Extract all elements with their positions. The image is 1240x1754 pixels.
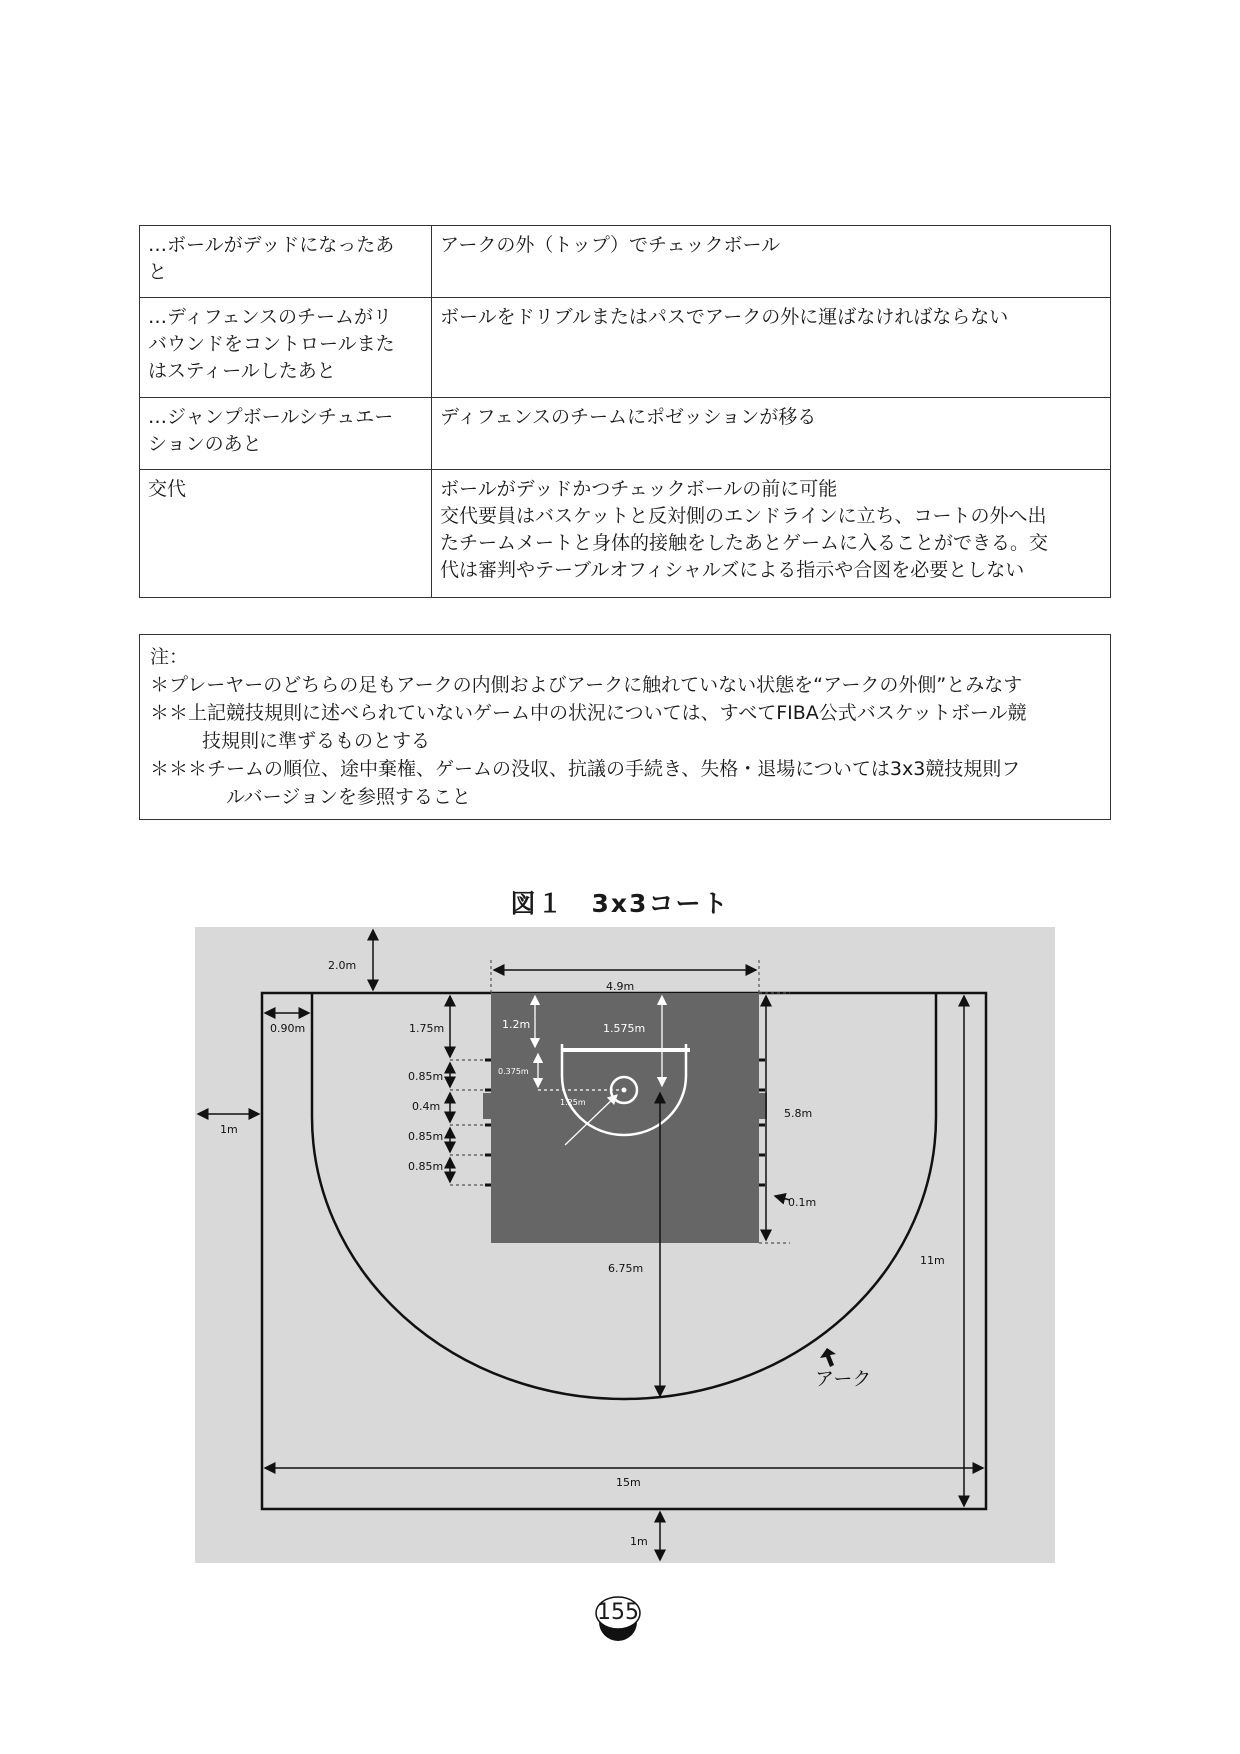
label-top-margin: 2.0m [328,959,357,972]
cell-line: たチームメートと身体的接触をしたあとゲームに入ることができる。交 [440,532,1049,554]
label-1-575: 1.575m [603,1022,646,1035]
label-corner: 0.90m [270,1022,306,1035]
page-number: 155 [597,1600,639,1625]
cell-line: …ディフェンスのチームがリ [148,306,392,328]
cell-line: ションのあと [148,433,262,455]
cell-line: …ボールがデッドになったあ [148,234,395,256]
cell-line: ボールをドリブルまたはパスでアークの外に運ばなければならない [440,306,1009,328]
basket-center [622,1088,627,1093]
note-line: ＊プレーヤーのどちらの足もアークの内側およびアークに触れていない状態を“アークの外側”とみなす [150,674,1023,696]
notes-title: 注： [150,646,189,668]
cell-line: はスティールしたあと [148,360,336,382]
cell-line: と [148,261,168,283]
label-0-375: 0.375m [498,1067,529,1076]
note-line: ＊＊＊チームの順位、途中棄権、ゲームの没収、抗議の手続き、失格・退場については3x3競技規則フ [150,758,1021,780]
label-bottom-margin: 1m [630,1535,648,1548]
label-court-length: 11m [920,1254,945,1267]
cell-line: バウンドをコントロールまた [148,333,395,355]
label-side-margin: 1m [220,1123,238,1136]
label-0-85-a: 0.85m [408,1070,444,1083]
cell-line: …ジャンプボールシチュエー [148,406,394,428]
cell-line: 代は審判やテーブルオフィシャルズによる指示や合図を必要としない [440,559,1025,581]
label-key-length: 5.8m [784,1107,813,1120]
label-line-width: 0.1m [788,1196,817,1209]
label-1-2: 1.2m [502,1018,531,1031]
cell-line: アークの外（トップ）でチェックボール [440,234,781,256]
label-0-85-c: 0.85m [408,1160,444,1173]
cell-line: 交代 [148,478,187,500]
cell-line: ディフェンスのチームにポゼッションが移る [440,406,817,428]
note-line: 技規則に準ずるものとする [202,730,431,752]
figure-title: 図１ 3x3コート [510,889,730,918]
neutral-zone-left [483,1093,491,1119]
label-court-width: 15m [616,1476,641,1489]
cell-line: 交代要員はバスケットと反対側のエンドラインに立ち、コートの外へ出 [440,505,1047,527]
label-0-85-b: 0.85m [408,1130,444,1143]
label-arc-radius: 6.75m [608,1262,644,1275]
label-1-25: 1.25m [560,1098,586,1107]
cell-line: ボールがデッドかつチェックボールの前に可能 [440,478,838,500]
label-1-75: 1.75m [409,1022,445,1035]
note-line: ルバージョンを参照すること [226,786,471,808]
note-line: ＊＊上記競技規則に述べられていないゲーム中の状況については、すべてFIBA公式バスケットボール競 [150,702,1027,724]
label-key-width: 4.9m [606,980,635,993]
label-0-4: 0.4m [412,1100,441,1113]
label-arc: アーク [815,1368,872,1390]
